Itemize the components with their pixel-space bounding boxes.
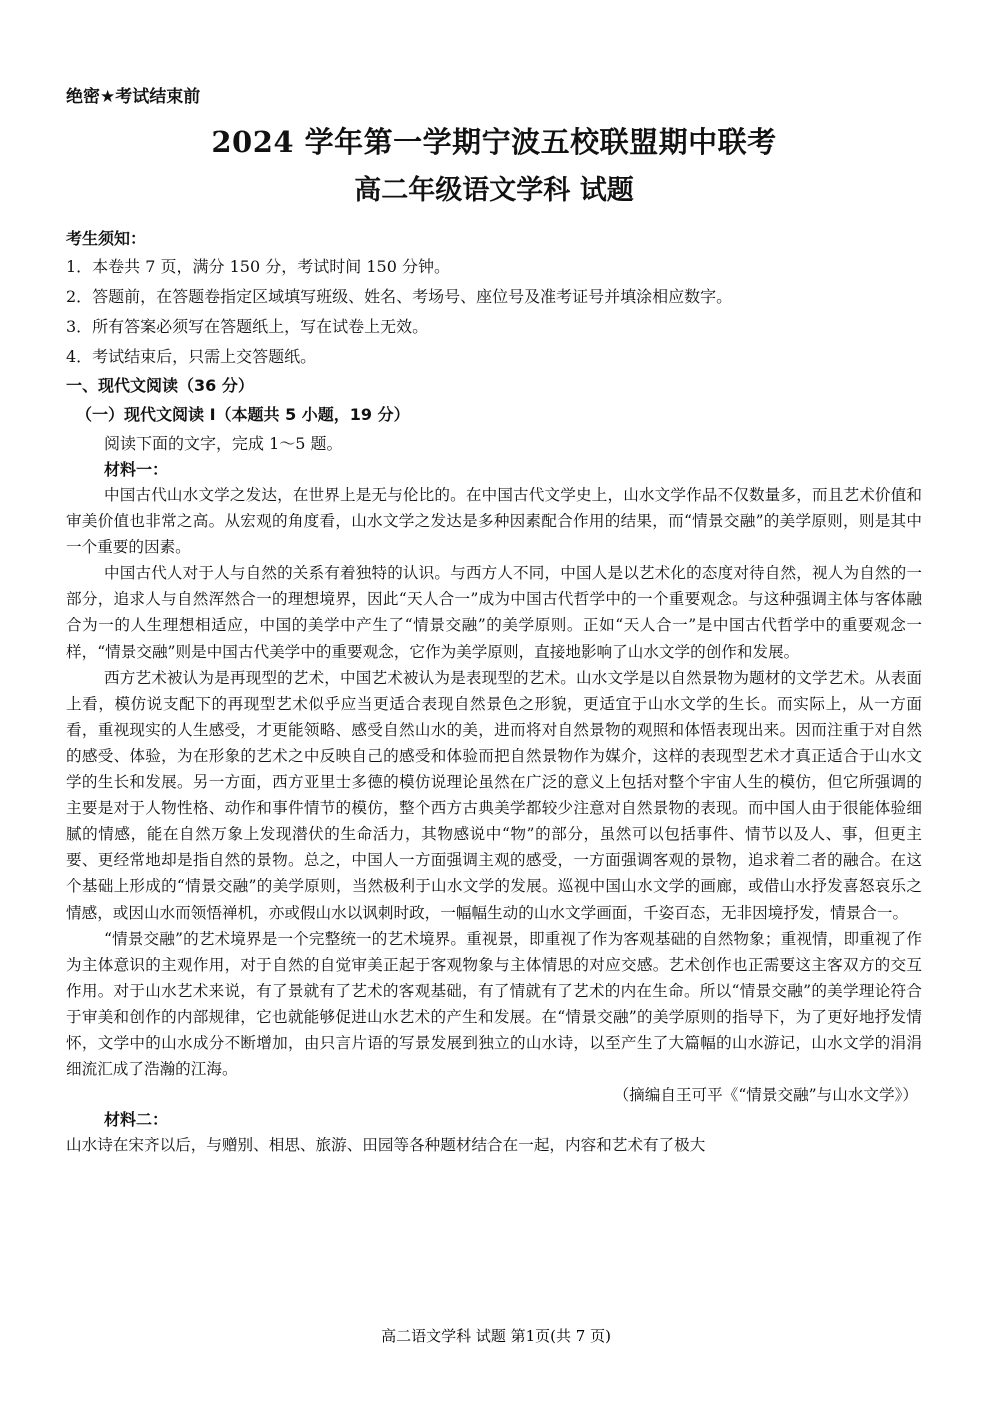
subsection-title: （一）现代文阅读 I（本题共 5 小题，19 分） (76, 405, 410, 424)
material-paragraph: “情景交融”的艺术境界是一个完整统一的艺术境界。重视景，即重视了作为客观基础的自然物象；重视情，即重视了作为主体意识的主观作用，对于自然的自觉审美正起于客观物象与主体情思的对应交感。艺术创作也正需要这主客双方的交互作用。对于山水艺术来说，有了景就有了艺术的客观基础，有了情就有了艺术的内在生命。所以“情景交融”的美学理论符合于审美和创作的内部规律，它也就能够促进山水艺术的产生和发展。在“情景交融”的美学原则的指导下，为了更好地抒发情怀，文学中的山水成分不断增加，由只言片语的写景发展到独立的山水诗，以至产生了大篇幅的山水游记，山水文学的涓涓细流汇成了浩瀚的江海。 (66, 929, 922, 1079)
notice-item: 2．答题前，在答题卷指定区域填写班级、姓名、考场号、座位号及准考证号并填涂相应数字。 (66, 287, 733, 306)
material-source: （摘编自王可平《“情景交融”与山水文学》） (613, 1086, 918, 1105)
confidential-label: 绝密★考试结束前 (66, 87, 201, 107)
material-paragraph: 中国古代山水文学之发达，在世界上是无与伦比的。在中国古代文学史上，山水文学作品不仅数量多，而且艺术价值和审美价值也非常之高。从宏观的角度看，山水文学之发达是多种因素配合作用的结果，而“情景交融”的美学原则，则是其中一个重要的因素。 (66, 486, 922, 557)
section-title: 一、现代文阅读（36 分） (66, 376, 254, 395)
exam-title: 2024 学年第一学期宁波五校联盟期中联考 (211, 125, 777, 159)
material-paragraph: 中国古代人对于人与自然的关系有着独特的认识。与西方人不同，中国人是以艺术化的态度对待自然，视人为自然的一部分，追求人与自然浑然合一的理想境界，因此“天人合一”成为中国古代哲学中的一个重要观念。与这种强调主体与客体融合为一的人生理想相适应，中国的美学中产生了“情景交融”的美学原则。正如“天人合一”是中国古代哲学中的重要观念一样，“情景交融”则是中国古代美学中的重要观念，它作为美学原则，直接地影响了山水文学的创作和发展。 (66, 564, 922, 661)
reading-instruction: 阅读下面的文字，完成 1～5 题。 (104, 434, 343, 453)
exam-subtitle: 高二年级语文学科 试题 (354, 175, 634, 206)
material-heading: 材料一： (104, 460, 169, 479)
notice-item: 4．考试结束后，只需上交答题纸。 (66, 347, 317, 366)
notice-item: 1．本卷共 7 页，满分 150 分，考试时间 150 分钟。 (66, 257, 450, 276)
notice-heading: 考生须知： (66, 229, 147, 248)
page-footer: 高二语文学科 试题 第1页(共 7 页) (381, 1327, 611, 1345)
notice-item: 3．所有答案必须写在答题纸上，写在试卷上无效。 (66, 317, 429, 336)
material-paragraph: 西方艺术被认为是再现型的艺术，中国艺术被认为是表现型的艺术。山水文学是以自然景物为题材的文学艺术。从表面上看，模仿说支配下的再现型艺术似乎应当更适合表现自然景色之形貌，更适宜于山水文学的生长。而实际上，从一方面看，重视现实的人生感受，才更能领略、感受自然山水的美，进而将对自然景物的观照和体悟表现出来。因而注重于对自然的感受、体验，为在形象的艺术之中反映自己的感受和体验而把自然景物作为媒介，这样的表现型艺术才真正适合于山水文学的生长和发展。另一方面，西方亚里士多德的模仿说理论虽然在广泛的意义上包括对整个宇宙人生的模仿，但它所强调的主要是对于人物性格、动作和事件情节的模仿，整个西方古典美学都较少注意对自然景物的表现。而中国人由于很能体验细腻的情感，能在自然万象上发现潜伏的生命活力，其物感说中“物”的部分，虽然可以包括事件、情节以及人、事，但更主要、更经常地却是指自然的景物。总之，中国人一方面强调主观的感受，一方面强调客观的景物，追求着二者的融合。在这个基础上形成的“情景交融”的美学原则，当然极利于山水文学的发展。巡视中国山水文学的画廊，或借山水抒发喜怒哀乐之情感，或因山水而领悟禅机，亦或假山水以讽刺时政，一幅幅生动的山水文学画面，千姿百态，无非因境抒发，情景合一。 (66, 668, 922, 922)
material-paragraph: 山水诗在宋齐以后，与赠别、相思、旅游、田园等各种题材结合在一起，内容和艺术有了极大 (66, 1136, 706, 1155)
material-heading: 材料二： (104, 1110, 169, 1130)
